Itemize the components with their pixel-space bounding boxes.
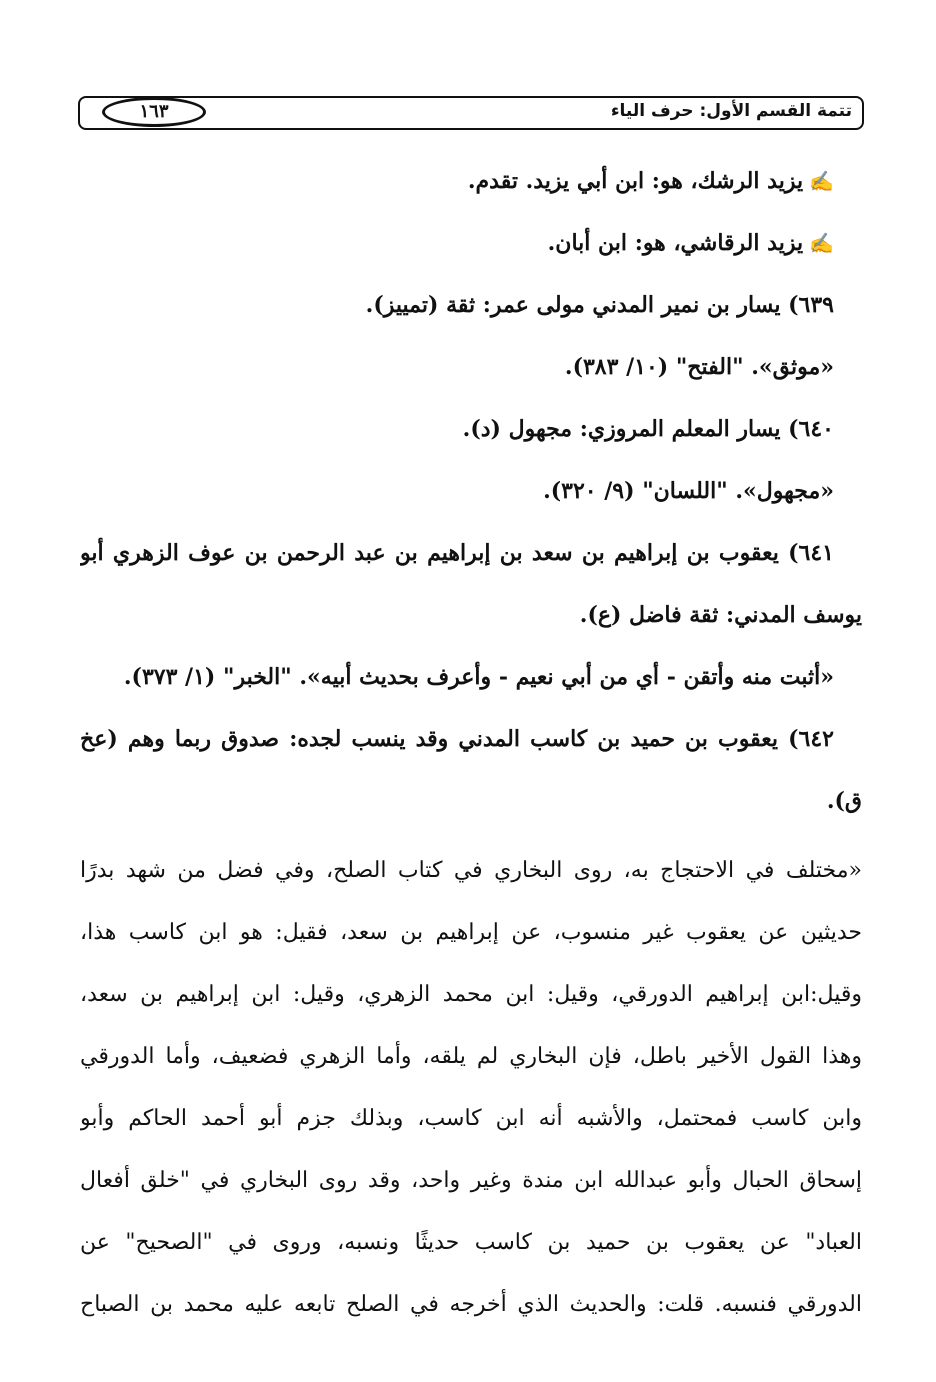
commentary-line: الدورقي فنسبه. قلت: والحديث الذي أخرجه في الصلح تابعه عليه محمد بن الصباح — [80, 1292, 862, 1317]
entry-cross-ref: ✍يزيد الرشك، هو: ابن أبي يزيد. تقدم. — [80, 150, 862, 212]
entry-641-note: «أثبت منه وأتقن - أي من أبي نعيم - وأعرف بحديث أبيه». "الخبر" (١/ ٣٧٣). — [123, 664, 834, 690]
commentary-line: وهذا القول الأخير باطل، فإن البخاري لم يلقه، وأما الزهري فضعيف، وأما الدورقي — [80, 1044, 862, 1069]
page-number: ١٦٣ — [102, 97, 206, 127]
entry-639-note: «موثق». "الفتح" (١٠/ ٣٨٣). — [564, 354, 834, 380]
entry-639: ٦٣٩) يسار بن نمير المدني مولى عمر: ثقة (تمييز). — [365, 292, 834, 318]
commentary-paragraph — [80, 840, 862, 1336]
commentary-line: حديثين عن يعقوب غير منسوب، عن إبراهيم بن سعد، فقيل: هو ابن كاسب هذا، — [80, 920, 862, 945]
entry-642-line1: ٦٤٢) يعقوب بن حميد بن كاسب المدني وقد ينسب لجده: صدوق ربما وهم (عخ — [80, 726, 834, 752]
writing-hand-icon: ✍ — [809, 169, 834, 193]
page-content — [80, 150, 862, 1336]
entry-642-line2: ق). — [826, 788, 862, 814]
writing-hand-icon: ✍ — [809, 231, 834, 255]
entry-cross-ref: ✍يزيد الرقاشي، هو: ابن أبان. — [80, 212, 862, 274]
commentary-line: العباد" عن يعقوب بن حميد بن كاسب حديثًا ونسبه، وروى في "الصحيح" عن — [80, 1230, 862, 1255]
running-title: تتمة القسم الأول: حرف الياء — [610, 101, 852, 121]
commentary-line: وابن كاسب فمحتمل، والأشبه أنه ابن كاسب، وبذلك جزم أبو أحمد الحاكم وأبو — [80, 1106, 862, 1131]
entry-641-line2: يوسف المدني: ثقة فاضل (ع). — [579, 602, 862, 628]
page-header — [78, 96, 864, 130]
commentary-line: إسحاق الحبال وأبو عبدالله ابن مندة وغير واحد، وقد روى البخاري في "خلق أفعال — [80, 1168, 862, 1193]
commentary-line: وقيل:ابن إبراهيم الدورقي، وقيل: ابن محمد الزهري، وقيل: ابن إبراهيم بن سعد، — [80, 982, 862, 1007]
entry-640-note: «مجهول». "اللسان" (٩/ ٣٢٠). — [543, 478, 834, 504]
commentary-line: «مختلف في الاحتجاج به، روى البخاري في كتاب الصلح، وفي فضل من شهد بدرًا — [80, 858, 862, 883]
entry-640: ٦٤٠) يسار المعلم المروزي: مجهول (د). — [462, 416, 834, 442]
entry-641-line1: ٦٤١) يعقوب بن إبراهيم بن سعد بن إبراهيم بن عبد الرحمن بن عوف الزهري أبو — [80, 540, 834, 566]
